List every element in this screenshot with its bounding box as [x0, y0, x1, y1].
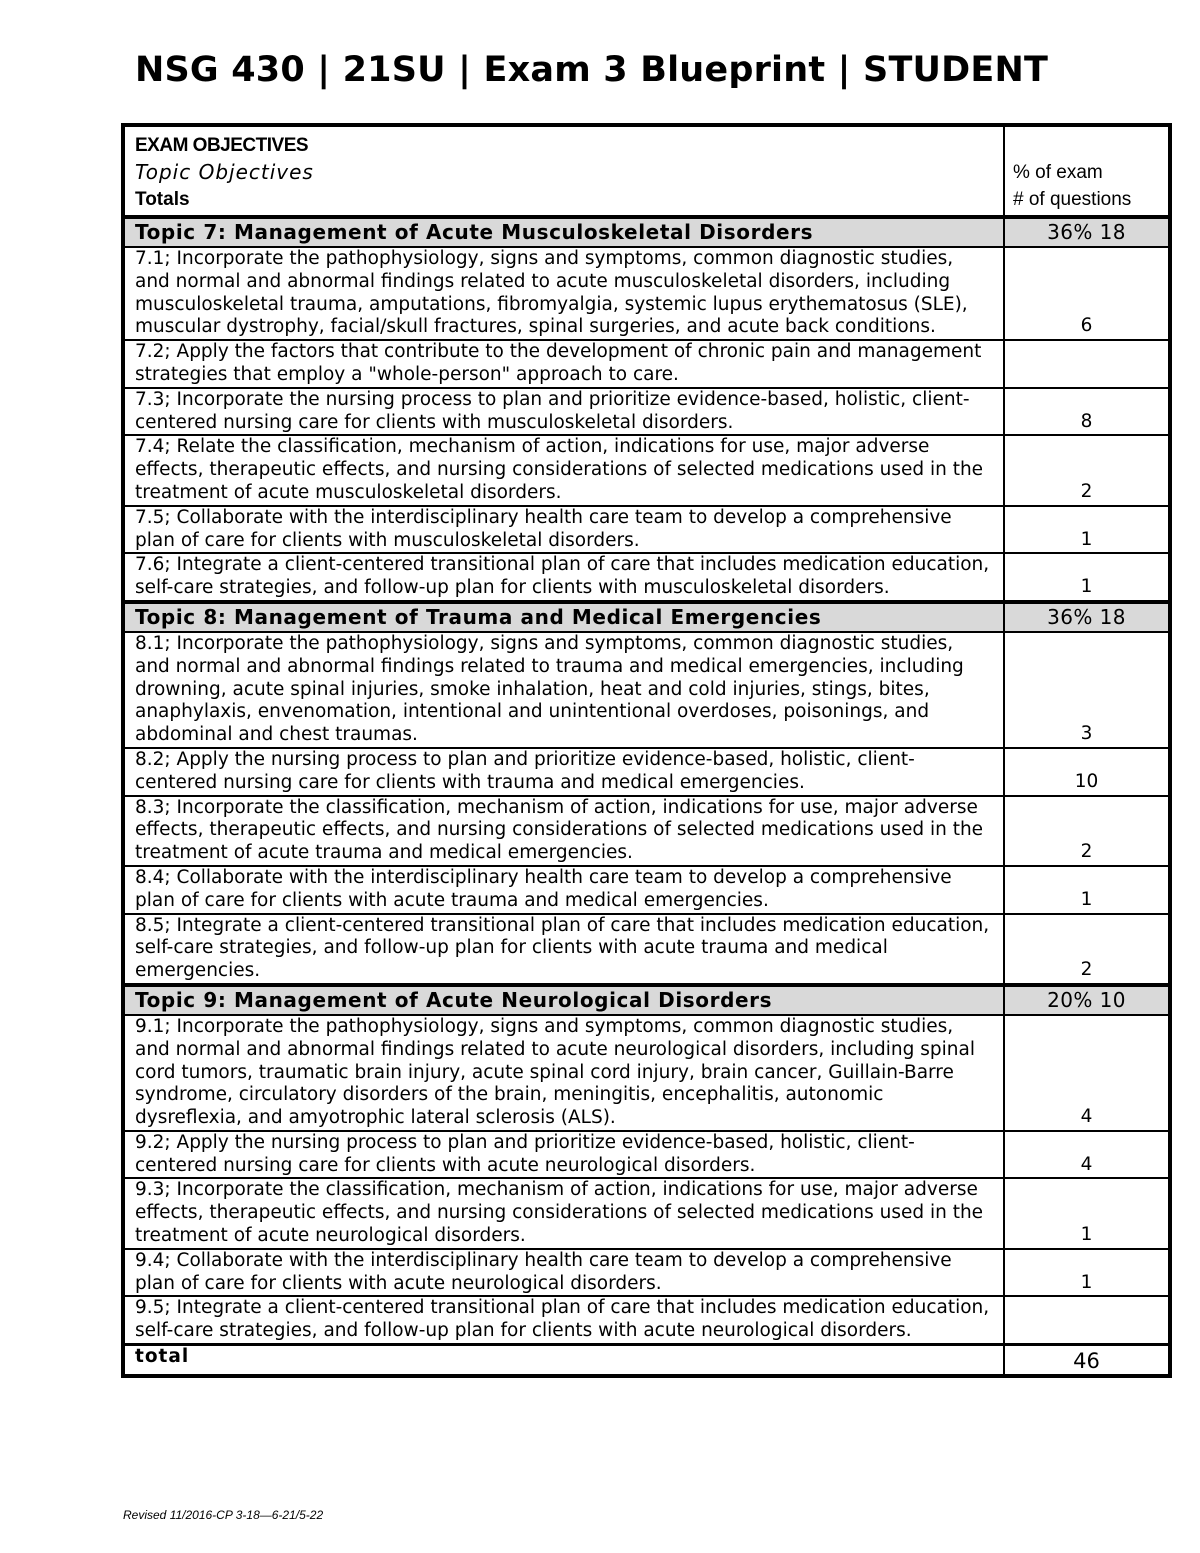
objective-row	[123, 632, 1170, 748]
exam-objectives-heading: EXAM OBJECTIVES	[135, 135, 309, 156]
question-count-value: 2	[1080, 480, 1093, 502]
objective-text: 7.6; Integrate a client-centered transitional plan of care that includes medication education, self-care strategies, and follow-up plan for clients with musculoskeletal disorders.	[123, 553, 1004, 602]
objective-row	[123, 247, 1170, 340]
objective-question-count	[1004, 1249, 1170, 1297]
question-count-value: 4	[1080, 1153, 1093, 1175]
objective-row	[123, 388, 1170, 436]
objective-text: 8.2; Apply the nursing process to plan and prioritize evidence-based, holistic, client-centered nursing care for clients with trauma and medical emergencies.	[123, 748, 1004, 796]
objective-text: 9.3; Incorporate the classification, mechanism of action, indications for use, major adverse effects, therapeutic effects, and nursing considerations of selected medications used in the treatment of acute neurological disorders.	[123, 1178, 1004, 1248]
objective-text: 7.4; Relate the classification, mechanism of action, indications for use, major adverse effects, therapeutic effects, and nursing considerations of selected medications used in the treatment of acute musculoskeletal disorders.	[123, 435, 1004, 505]
objective-row	[123, 748, 1170, 796]
objective-row	[123, 1131, 1170, 1179]
question-count-value: 6	[1080, 315, 1093, 337]
objective-row	[123, 506, 1170, 554]
objective-row	[123, 340, 1170, 388]
objective-question-count	[1004, 866, 1170, 914]
objective-row	[123, 1015, 1170, 1131]
objective-row	[123, 866, 1170, 914]
objective-question-count	[1004, 340, 1170, 388]
header-objectives-cell	[123, 125, 1004, 217]
question-count-value: 1	[1080, 1271, 1093, 1293]
objective-question-count	[1004, 1178, 1170, 1248]
topic-summary: 36% 18	[1004, 217, 1170, 247]
objective-text: 8.1; Incorporate the pathophysiology, signs and symptoms, common diagnostic studies, and normal and abnormal findings related to trauma and medical emergencies, including drowning, acute spinal injuries, smoke inhalation, heat and cold injuries, stings, bites, anaphylaxis, envenomation, intentional and unintentional overdoses, poisonings, and abdominal and chest traumas.	[123, 632, 1004, 748]
objective-text: 7.5; Collaborate with the interdisciplinary health care team to develop a comprehensive plan of care for clients with musculoskeletal disorders.	[123, 506, 1004, 554]
header-counts-cell	[1004, 125, 1170, 217]
objective-text: 9.4; Collaborate with the interdisciplinary health care team to develop a comprehensive plan of care for clients with acute neurological disorders.	[123, 1249, 1004, 1297]
objective-text: 9.2; Apply the nursing process to plan and prioritize evidence-based, holistic, client-centered nursing care for clients with acute neurological disorders.	[123, 1131, 1004, 1179]
objective-row	[123, 914, 1170, 985]
topic-objectives-heading: Topic Objectives	[135, 160, 314, 184]
objective-row	[123, 1296, 1170, 1344]
question-count-value: 8	[1080, 410, 1093, 432]
question-count-value: 10	[1074, 770, 1099, 792]
objective-text: 8.5; Integrate a client-centered transitional plan of care that includes medication education, self-care strategies, and follow-up plan for clients with acute trauma and medical emergencies.	[123, 914, 1004, 985]
percent-of-exam-heading: % of exam	[1013, 162, 1103, 183]
total-row	[123, 1345, 1170, 1377]
question-count-value: 4	[1080, 1106, 1093, 1128]
objective-question-count	[1004, 748, 1170, 796]
revision-footer: Revised 11/2016-CP 3-18—6-21/5-22	[123, 1508, 324, 1522]
objective-question-count	[1004, 388, 1170, 436]
question-count-value: 2	[1080, 959, 1093, 981]
objective-text: 8.3; Incorporate the classification, mechanism of action, indications for use, major adverse effects, therapeutic effects, and nursing considerations of selected medications used in the treatment of acute trauma and medical emergencies.	[123, 796, 1004, 866]
objective-question-count	[1004, 506, 1170, 554]
objective-row	[123, 553, 1170, 602]
objective-text: 7.3; Incorporate the nursing process to plan and prioritize evidence-based, holistic, client-centered nursing care for clients with musculoskeletal disorders.	[123, 388, 1004, 436]
topic-row	[123, 602, 1170, 632]
objective-text: 9.1; Incorporate the pathophysiology, signs and symptoms, common diagnostic studies, and normal and abnormal findings related to acute neurological disorders, including spinal cord tumors, traumatic brain injury, acute spinal cord injury, brain cancer, Guillain-Barre syndrome, circulatory disorders of the brain, meningitis, encephalitis, autonomic dysreflexia, and amyotrophic lateral sclerosis (ALS).	[123, 1015, 1004, 1131]
question-count-value: 1	[1080, 888, 1093, 910]
question-count-value: 3	[1080, 723, 1093, 745]
header-row	[123, 125, 1170, 217]
topic-title: Topic 8: Management of Trauma and Medical Emergencies	[123, 602, 1004, 632]
page-title: NSG 430 | 21SU | Exam 3 Blueprint | STUDENT	[135, 50, 1049, 90]
blueprint-table	[121, 123, 1172, 1378]
question-count-value: 1	[1080, 1224, 1093, 1246]
objective-question-count	[1004, 247, 1170, 340]
objective-question-count	[1004, 1015, 1170, 1131]
objective-question-count	[1004, 796, 1170, 866]
totals-heading: Totals	[135, 189, 190, 210]
question-count-value: 1	[1080, 576, 1093, 598]
objective-text: 8.4; Collaborate with the interdisciplinary health care team to develop a comprehensive plan of care for clients with acute trauma and medical emergencies.	[123, 866, 1004, 914]
objective-question-count	[1004, 1131, 1170, 1179]
question-count-value: 1	[1080, 528, 1093, 550]
objective-text: 9.5; Integrate a client-centered transitional plan of care that includes medication education, self-care strategies, and follow-up plan for clients with acute neurological disorders.	[123, 1296, 1004, 1344]
objective-question-count	[1004, 553, 1170, 602]
objective-text: 7.2; Apply the factors that contribute to the development of chronic pain and management strategies that employ a "whole-person" approach to care.	[123, 340, 1004, 388]
topic-title: Topic 9: Management of Acute Neurological Disorders	[123, 985, 1004, 1015]
objective-row	[123, 1178, 1170, 1248]
question-count-heading: # of questions	[1013, 189, 1132, 210]
objective-question-count	[1004, 632, 1170, 748]
objective-row	[123, 796, 1170, 866]
question-count-value: 2	[1080, 841, 1093, 863]
topic-row	[123, 985, 1170, 1015]
objective-question-count	[1004, 435, 1170, 505]
objective-question-count	[1004, 914, 1170, 985]
total-count: 46	[1073, 1349, 1100, 1374]
total-count-cell	[1004, 1345, 1170, 1377]
objective-row	[123, 435, 1170, 505]
objective-text: 7.1; Incorporate the pathophysiology, signs and symptoms, common diagnostic studies, and normal and abnormal findings related to acute musculoskeletal disorders, including musculoskeletal trauma, amputations, fibromyalgia, systemic lupus erythematosus (SLE), muscular dystrophy, facial/skull fractures, spinal surgeries, and acute back conditions.	[123, 247, 1004, 340]
objective-question-count	[1004, 1296, 1170, 1344]
topic-title: Topic 7: Management of Acute Musculoskeletal Disorders	[123, 217, 1004, 247]
total-label: total	[123, 1345, 1004, 1377]
topic-summary: 20% 10	[1004, 985, 1170, 1015]
objective-row	[123, 1249, 1170, 1297]
topic-summary: 36% 18	[1004, 602, 1170, 632]
topic-row	[123, 217, 1170, 247]
